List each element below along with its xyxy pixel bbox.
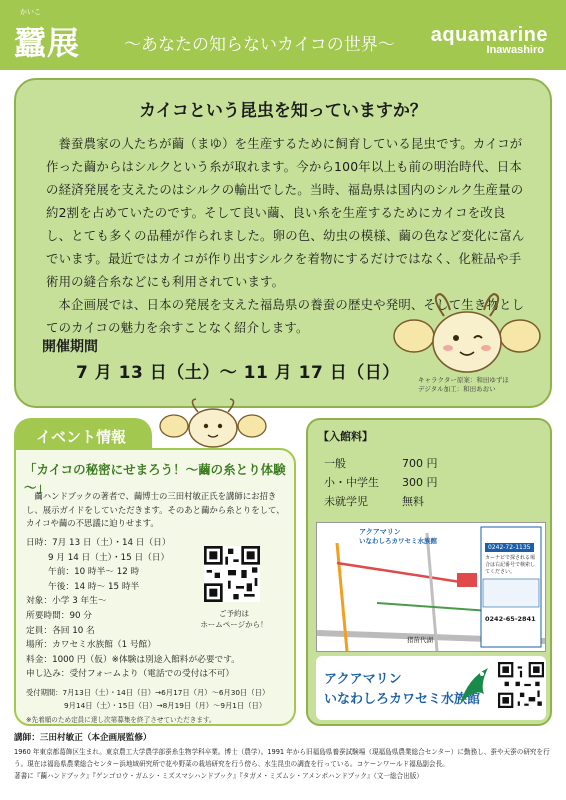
period-dates: 7 月 13 日（土）～ 11 月 17 日（日） bbox=[76, 363, 400, 383]
intro-paragraph-1: 養蚕農家の人たちが繭（まゆ）を生産するために飼育している昆虫です。カイコが作った繭からはシルクという糸が取れます。今から100年以上も前の明治時代、日本の経済発展を支えたのはシルクの輸出でした。当時、福島県は国内のシルク生産量の約2割を占めていたのです。そして良い繭、良い糸を生産するためにカイコを改良し、とても多くの品種が作られました。卵の色、幼虫の模様、繭の色など変化に富んでいます。最近ではカイコが作り出すシルクを着物にするだけではなく、化粧品や手術用の縫合糸などにも利用されています。 bbox=[46, 136, 525, 289]
credit-line-1: キャラクター原案：和田ゆずほ bbox=[418, 376, 509, 384]
lecturer-books: 著書に『繭ハンドブック』『ゲンゴロウ・ガムシ・ミズスマシハンドブック』『タガメ・ミズムシ・アメンボハンドブック』（文一総合出版） bbox=[14, 772, 423, 780]
price-label: 一般 bbox=[324, 457, 346, 470]
intro-panel bbox=[14, 78, 552, 408]
period-label: 開催期間 bbox=[42, 339, 98, 355]
price-table bbox=[324, 454, 438, 511]
price-row bbox=[324, 473, 438, 492]
access-map bbox=[316, 522, 546, 652]
event-place: 場所：カワセミ水族館（1 号館） bbox=[26, 640, 156, 651]
event-description bbox=[26, 490, 288, 531]
silkworm-small-mascot-icon bbox=[158, 398, 268, 448]
lecturer-bio: 1960 年東京都葛飾区生まれ。東京農工大学農学部蚕糸生物学科卒業。博士（農学）。1991 年から旧福島県養蚕試験場（現福島県農業総合センター）に勤務し、蚕や天蚕の研究を行う。現在は福島県農業総合センター浜地域研究所で花や野菜の栽培研究を行う傍ら、水生昆虫の調査を行っている。コケーンワールド福島副会長。 bbox=[14, 748, 550, 768]
reservation-note bbox=[196, 608, 272, 630]
lecturer-name: 講師：三田村敏正（本企画展監修） bbox=[14, 733, 152, 743]
logo-line-2: いなわしろカワセミ水族館 bbox=[324, 692, 481, 707]
intro-heading: カイコという昆虫を知っていますか？ bbox=[139, 101, 427, 121]
character-credit bbox=[418, 376, 528, 394]
event-title: 「カイコの秘密にせまろう！～繭の糸とり体験～」 bbox=[24, 462, 286, 495]
map-phone-1: 0242-72-1135 bbox=[485, 543, 534, 552]
event-tab bbox=[14, 418, 152, 452]
event-panel bbox=[14, 448, 296, 726]
event-dates-1: 日時：7月 13 日（土）・14 日（日） bbox=[26, 538, 171, 548]
event-capacity: 定員：各回 10 名 bbox=[26, 625, 95, 636]
first-come-note: ※先着順のため定員に達し次第募集を終了させていただきます。 bbox=[26, 716, 216, 724]
reservation-qr-code[interactable] bbox=[204, 546, 260, 602]
silkworm-mascot-icon bbox=[392, 292, 542, 378]
aquamarine-logo-sub: Inawashiro bbox=[486, 44, 544, 56]
price-label: 未就学児 bbox=[324, 495, 368, 508]
reserve-line-2: ホームページから！ bbox=[200, 620, 268, 629]
price-value: 無料 bbox=[402, 495, 424, 508]
credit-line-2: デジタル加工：和田あおい bbox=[418, 385, 496, 393]
price-row bbox=[324, 492, 438, 511]
lecturer-section bbox=[14, 732, 552, 782]
map-navi-note: カーナビで探される場合は右記番号で検索してください。 bbox=[485, 555, 536, 575]
kingfisher-logo-icon bbox=[454, 664, 494, 710]
aquarium-qr-code[interactable] bbox=[498, 662, 544, 708]
map-phone-2: 0242-65-2841 bbox=[485, 615, 536, 623]
title-ruby: かいこ bbox=[20, 8, 41, 16]
accept-line-2: 9月14日（土）・15日（日）→8月19日（月）～9月1日（日） bbox=[64, 701, 267, 710]
page-subtitle: ～あなたの知らないカイコの世界～ bbox=[124, 35, 395, 55]
intro-paragraph-2: 本企画展では、日本の発展を支えた福島県の養蚕の歴史や発明、そして生き物としてのカイコの魅力を余すことなく紹介します。 bbox=[46, 297, 525, 335]
price-row bbox=[324, 454, 438, 473]
page-title: 蠶展 bbox=[14, 24, 81, 62]
header-banner bbox=[0, 0, 566, 70]
price-value: 700 円 bbox=[402, 457, 438, 470]
kawasemi-aquarium-logo bbox=[316, 656, 546, 720]
event-time-am: 午前：10 時半～ 12 時 bbox=[48, 567, 140, 578]
event-dates-2: 9 月 14 日（土）・15 日（日） bbox=[48, 552, 170, 563]
admission-title: 【入館料】 bbox=[318, 430, 373, 443]
logo-line-1: アクアマリン bbox=[324, 672, 402, 687]
map-facility-name-1: アクアマリン bbox=[359, 528, 401, 536]
event-target: 対象：小学 3 年生～ bbox=[26, 596, 107, 607]
reserve-line-1: ご予約は bbox=[219, 609, 249, 618]
map-facility-name-2: いなわしろカワセミ水族館 bbox=[359, 537, 437, 545]
event-fee: 料金：1000 円（仮）※体験は別途入館料が必要です。 bbox=[26, 654, 240, 665]
event-apply: 申し込み：受付フォームより（電話での受付は不可） bbox=[26, 669, 235, 680]
event-description-text: 繭ハンドブックの著者で、繭博士の三田村敏正氏を講師にお招きし、展示ガイドをしていただきます。そのあと繭から糸とりをして、カイコや繭の不思議に迫りせます。 bbox=[26, 491, 285, 528]
event-tab-label: イベント情報 bbox=[36, 428, 127, 446]
map-lake-label: 猪苗代湖 bbox=[407, 636, 433, 644]
admission-panel bbox=[306, 418, 552, 726]
event-duration: 所要時間：90 分 bbox=[26, 610, 92, 621]
acceptance-period bbox=[26, 686, 269, 712]
event-time-pm: 午後：14 時～ 15 時半 bbox=[48, 581, 140, 592]
accept-line-1: 受付期間：7月13日（土）・14日（日）→6月17日（月）～6月30日（日） bbox=[26, 688, 270, 697]
price-label: 小・中学生 bbox=[324, 476, 379, 489]
aquamarine-logo: aquamarine bbox=[430, 24, 548, 46]
price-value: 300 円 bbox=[402, 476, 438, 489]
